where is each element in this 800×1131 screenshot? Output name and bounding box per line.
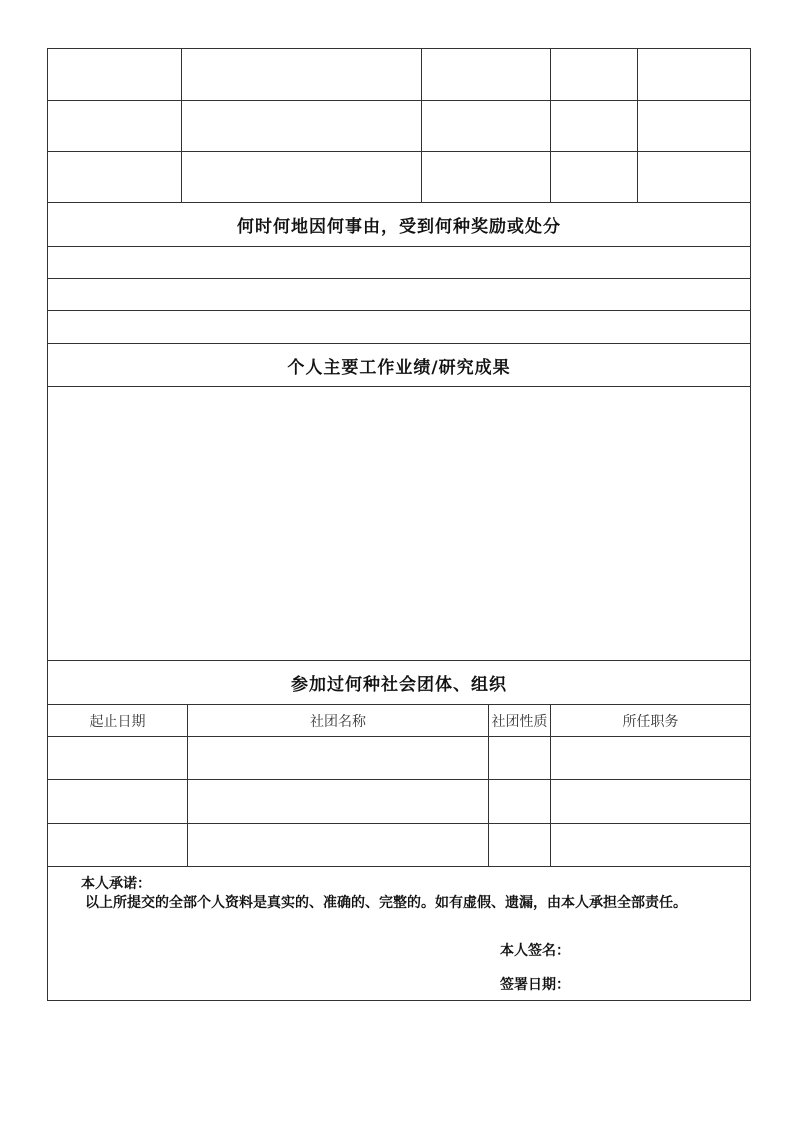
top-table-cell[interactable] (550, 48, 638, 101)
column-header-org-type: 社团性质 (488, 704, 551, 737)
top-table-cell[interactable] (181, 48, 422, 101)
achievements-section-title: 个人主要工作业绩/研究成果 (47, 343, 751, 387)
top-table-cell[interactable] (637, 100, 751, 152)
column-header-position: 所任职务 (550, 704, 751, 737)
org-table-cell[interactable] (488, 823, 551, 867)
top-table-cell[interactable] (421, 48, 551, 101)
declaration-box (47, 866, 751, 1001)
top-table-cell[interactable] (421, 151, 551, 203)
org-table-cell[interactable] (550, 736, 751, 780)
column-header-dates: 起止日期 (47, 704, 188, 737)
top-table-cell[interactable] (181, 151, 422, 203)
declaration-title: 本人承诺： (81, 876, 151, 892)
org-table-cell[interactable] (550, 823, 751, 867)
rewards-entry-row[interactable] (47, 246, 751, 279)
signature-date-label: 签署日期： (500, 977, 570, 993)
rewards-entry-row[interactable] (47, 278, 751, 311)
org-table-cell[interactable] (47, 823, 188, 867)
top-table-cell[interactable] (181, 100, 422, 152)
org-table-cell[interactable] (488, 736, 551, 780)
org-table-cell[interactable] (47, 779, 188, 824)
achievements-text-area[interactable] (47, 386, 751, 661)
column-header-org-name: 社团名称 (187, 704, 489, 737)
org-table-cell[interactable] (47, 736, 188, 780)
organizations-section-title: 参加过何种社会团体、组织 (47, 660, 751, 705)
top-table-cell[interactable] (550, 100, 638, 152)
signature-label: 本人签名： (500, 943, 570, 959)
org-table-cell[interactable] (488, 779, 551, 824)
top-table-cell[interactable] (550, 151, 638, 203)
top-table-cell[interactable] (637, 151, 751, 203)
top-table-cell[interactable] (47, 100, 182, 152)
org-table-cell[interactable] (187, 779, 489, 824)
top-table-cell[interactable] (421, 100, 551, 152)
org-table-cell[interactable] (550, 779, 751, 824)
org-table-cell[interactable] (187, 823, 489, 867)
rewards-entry-row[interactable] (47, 310, 751, 344)
declaration-statement: 以上所提交的全部个人资料是真实的、准确的、完整的。如有虚假、遗漏，由本人承担全部责任。 (85, 895, 687, 911)
top-table-cell[interactable] (47, 151, 182, 203)
rewards-section-title: 何时何地因何事由，受到何种奖励或处分 (47, 202, 751, 247)
org-table-cell[interactable] (187, 736, 489, 780)
top-table-cell[interactable] (47, 48, 182, 101)
top-table-cell[interactable] (637, 48, 751, 101)
